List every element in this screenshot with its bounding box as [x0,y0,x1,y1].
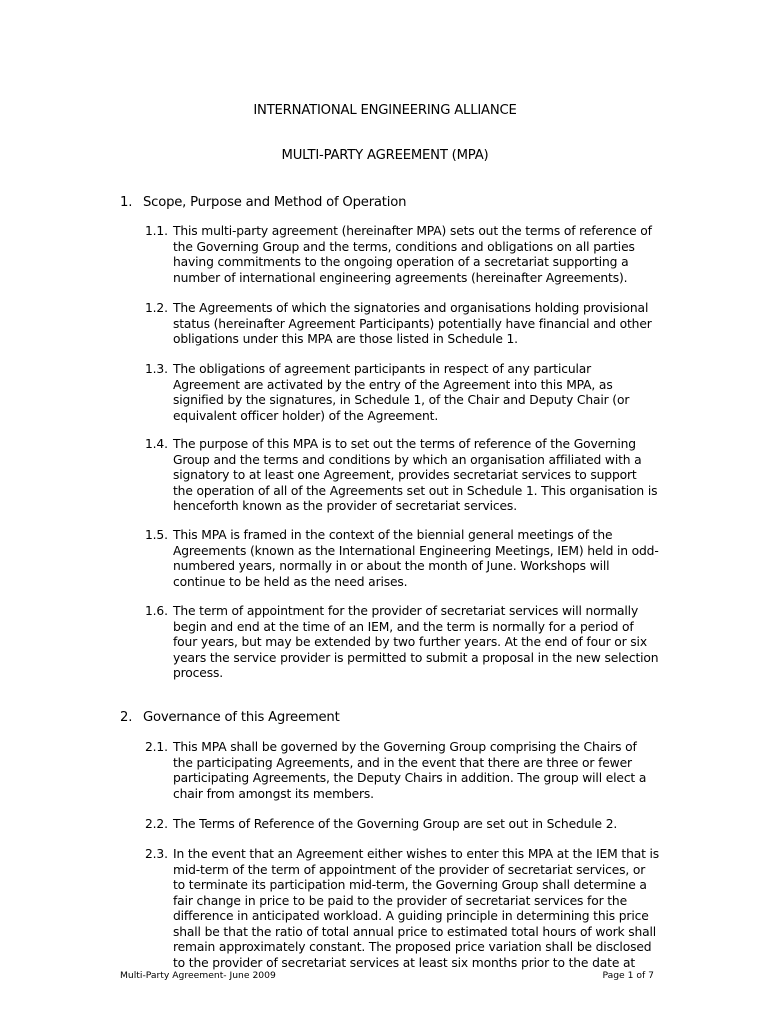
footer-document-label: Multi-Party Agreement- June 2009 [120,970,276,981]
clause-text: The purpose of this MPA is to set out the terms of reference of the Governing Group and the terms and conditions by which an organisation affiliated with a signatory to at least one Agreement, provides secretariat services to support the operation of all of the Agreements set out in Schedule 1. This organisation is henceforth known as the provider of secretariat services. [173,437,658,513]
clause-number: 1.2. [145,301,168,315]
clause-2-1 [145,740,660,802]
footer-page-number: Page 1 of 7 [602,970,654,981]
clause-1-1 [145,224,660,286]
clause-1-6 [145,604,660,682]
clause-text: This MPA is framed in the context of the biennial general meetings of the Agreements (known as the International Engineering Meetings, IEM) held in odd-numbered years, normally in or about the month of June. Workshops will continue to be held as the need arises. [173,528,659,589]
clause-text: The obligations of agreement participants in respect of any particular Agreement are activated by the entry of the Agreement into this MPA, as signified by the signatures, in Schedule 1, of the Chair and Deputy Chair (or equivalent officer holder) of the Agreement. [173,362,630,423]
clause-number: 2.1. [145,740,168,754]
clause-2-2 [145,817,660,833]
clause-number: 1.3. [145,362,168,376]
clause-text: The term of appointment for the provider of secretariat services will normally begin and end at the time of an IEM, and the term is normally for a period of four years, but may be extended by two further years. At the end of four or six years the service provider is permitted to submit a proposal in the new selection process. [173,604,659,680]
clause-number: 1.6. [145,604,168,618]
clause-text: This MPA shall be governed by the Governing Group comprising the Chairs of the participating Agreements, and in the event that there are three or fewer participating Agreements, the Deputy Chairs in addition. The group will elect a chair from amongst its members. [173,740,647,801]
clause-text: This multi-party agreement (hereinafter MPA) sets out the terms of reference of the Governing Group and the terms, conditions and obligations on all parties having commitments to the ongoing operation of a secretariat supporting a number of international engineering agreements (hereinafter Agreements). [173,224,652,285]
clause-1-5 [145,528,660,590]
clause-1-3 [145,362,660,424]
clause-1-2 [145,301,660,348]
clause-2-3 [145,847,660,971]
clause-number: 2.3. [145,847,168,861]
clause-number: 1.1. [145,224,168,238]
clause-text: The Terms of Reference of the Governing Group are set out in Schedule 2. [173,817,618,831]
organization-title: INTERNATIONAL ENGINEERING ALLIANCE [253,103,517,118]
clause-number: 1.4. [145,437,168,451]
section-title: Governance of this Agreement [143,710,340,725]
section-number: 1. [120,195,133,210]
agreement-title: MULTI-PARTY AGREEMENT (MPA) [281,148,489,163]
clause-1-4 [145,437,660,515]
clause-number: 1.5. [145,528,168,542]
section-number: 2. [120,710,133,725]
section-heading-1 [120,195,406,211]
section-heading-2 [120,710,340,726]
clause-text: The Agreements of which the signatories and organisations holding provisional status (hereinafter Agreement Participants) potentially have financial and other obligations under this MPA are those listed in Schedule 1. [173,301,652,346]
clause-text: In the event that an Agreement either wishes to enter this MPA at the IEM that is mid-term of the term of appointment of the provider of secretariat services, or to terminate its participation mid-term, the Governing Group shall determine a fair change in price to be paid to the provider of secretariat services for the difference in anticipated workload. A guiding principle in determining this price shall be that the ratio of total annual price to estimated total hours of work shall remain approximately constant. The proposed price variation shall be disclosed to the provider of secretariat services at least six months prior to the date at [173,847,660,970]
clause-number: 2.2. [145,817,168,831]
section-title: Scope, Purpose and Method of Operation [143,195,407,210]
